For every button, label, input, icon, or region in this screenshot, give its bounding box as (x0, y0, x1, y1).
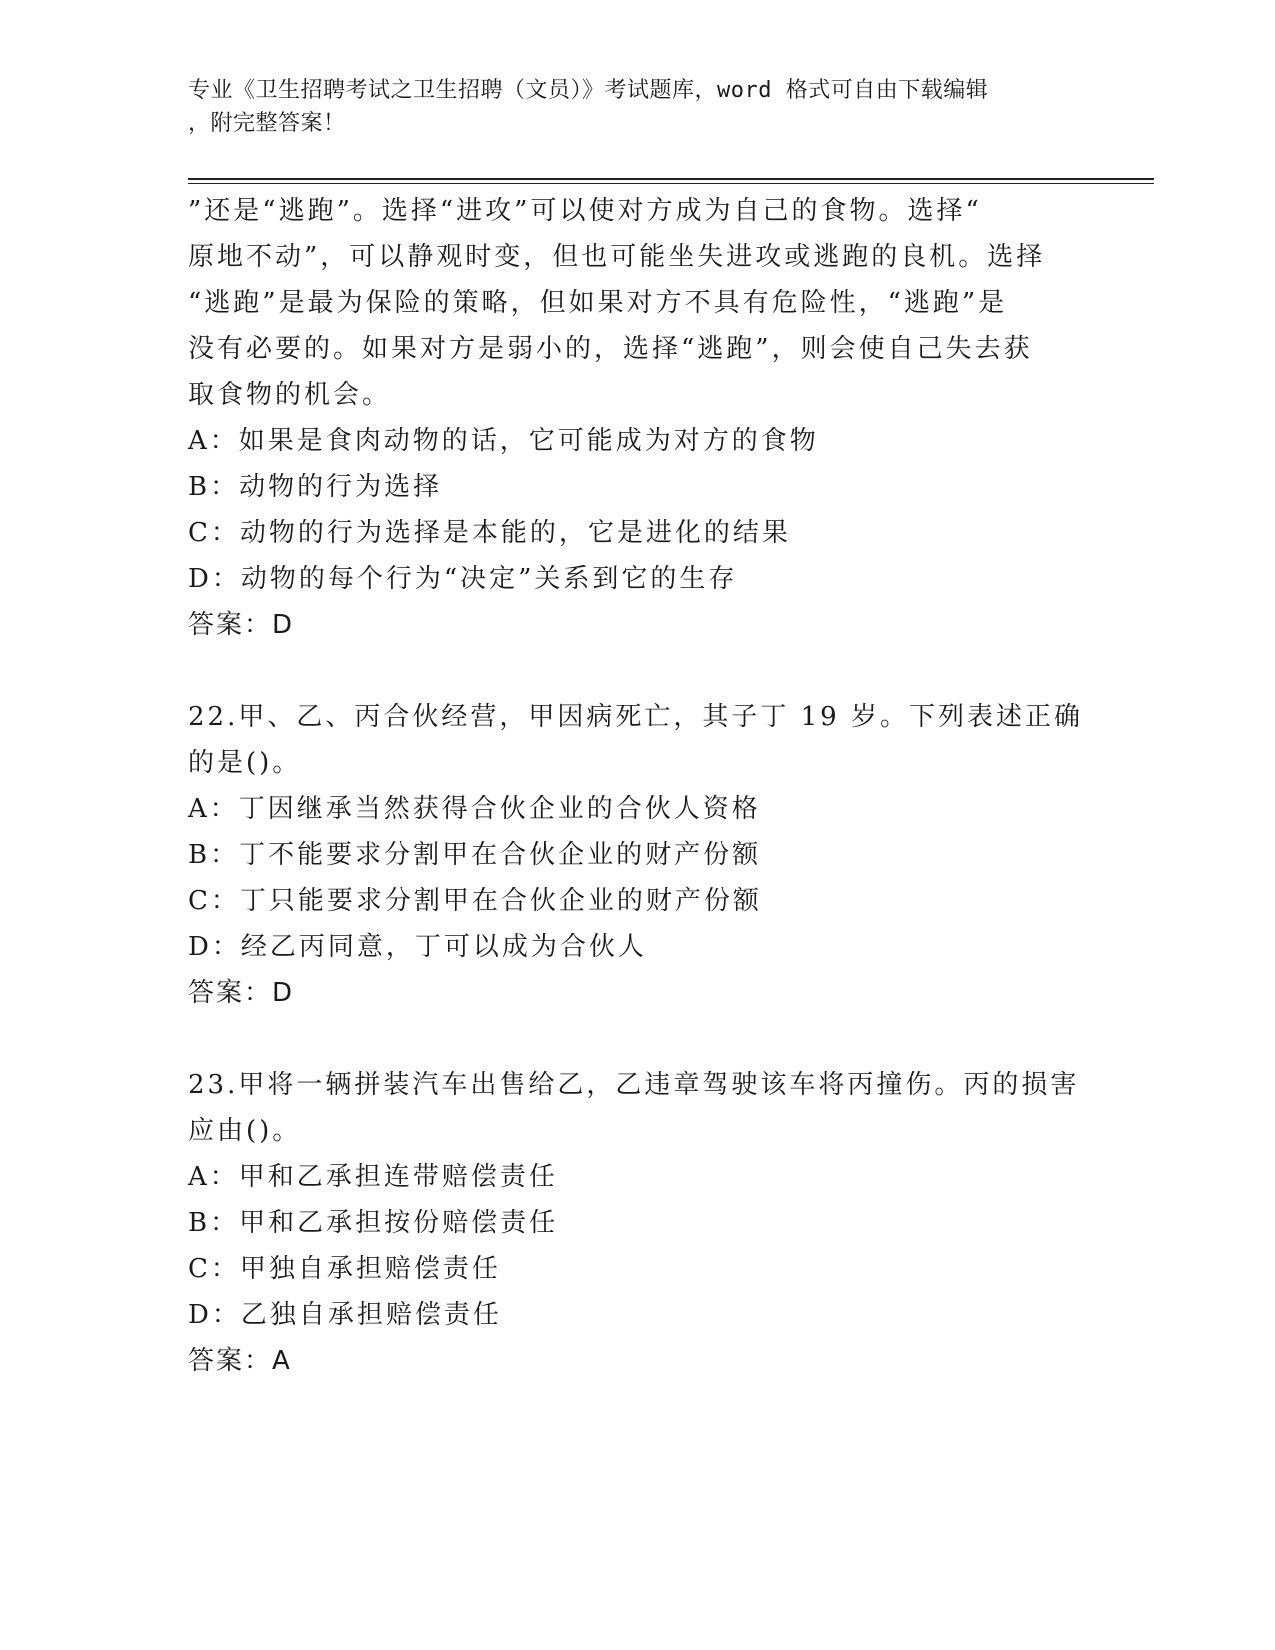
option-b: B：甲和乙承担按份赔偿责任 (188, 1208, 559, 1238)
passage-line: 原地不动”，可以静观时变，但也可能坐失进攻或逃跑的良机。选择 (188, 242, 1046, 272)
option-a: A：如果是食肉动物的话，它可能成为对方的食物 (188, 426, 819, 456)
option-b: B：动物的行为选择 (188, 472, 443, 502)
option-a: A：丁因继承当然获得合伙企业的合伙人资格 (188, 794, 761, 824)
option-d: D：动物的每个行为“决定”关系到它的生存 (188, 564, 738, 594)
header-line-2: ，附完整答案！ (188, 111, 346, 136)
header-line-1: 专业《卫生招聘考试之卫生招聘（文员）》考试题库，word 格式可自由下载编辑 (188, 78, 989, 103)
option-c: C：动物的行为选择是本能的，它是进化的结果 (188, 518, 791, 548)
question-stem: 的是()。 (188, 748, 302, 778)
header-divider-thick (188, 178, 1154, 180)
option-a: A：甲和乙承担连带赔偿责任 (188, 1162, 558, 1192)
question-stem: 应由()。 (188, 1116, 302, 1146)
document-body (188, 188, 1088, 1384)
document-header (188, 74, 1068, 140)
question-stem: 22.甲、乙、丙合伙经营，甲因病死亡，其子丁 19 岁。下列表述正确 (188, 702, 1083, 732)
option-b: B：丁不能要求分割甲在合伙企业的财产份额 (188, 840, 762, 870)
question-23 (188, 1062, 1088, 1384)
passage-line: 取食物的机会。 (188, 380, 392, 410)
spacer (188, 648, 1088, 694)
question-22 (188, 694, 1088, 1016)
header-divider-thin (188, 183, 1154, 184)
passage-line: 没有必要的。如果对方是弱小的，选择“逃跑”，则会使自己失去获 (188, 334, 1033, 364)
option-c: C：丁只能要求分割甲在合伙企业的财产份额 (188, 886, 762, 916)
answer-label: 答案：A (188, 1346, 292, 1376)
answer-label: 答案：D (188, 610, 295, 640)
passage-line: ”还是“逃跑”。选择“进攻”可以使对方成为自己的食物。选择“ (188, 196, 982, 226)
answer-label: 答案：D (188, 978, 295, 1008)
option-d: D：经乙丙同意，丁可以成为合伙人 (188, 932, 647, 962)
passage-block (188, 188, 1088, 648)
option-c: C：甲独自承担赔偿责任 (188, 1254, 501, 1284)
option-d: D：乙独自承担赔偿责任 (188, 1300, 502, 1330)
question-stem: 23.甲将一辆拼装汽车出售给乙，乙违章驾驶该车将丙撞伤。丙的损害 (188, 1070, 1080, 1100)
spacer (188, 1016, 1088, 1062)
passage-line: “逃跑”是最为保险的策略，但如果对方不具有危险性，“逃跑”是 (188, 288, 1008, 318)
